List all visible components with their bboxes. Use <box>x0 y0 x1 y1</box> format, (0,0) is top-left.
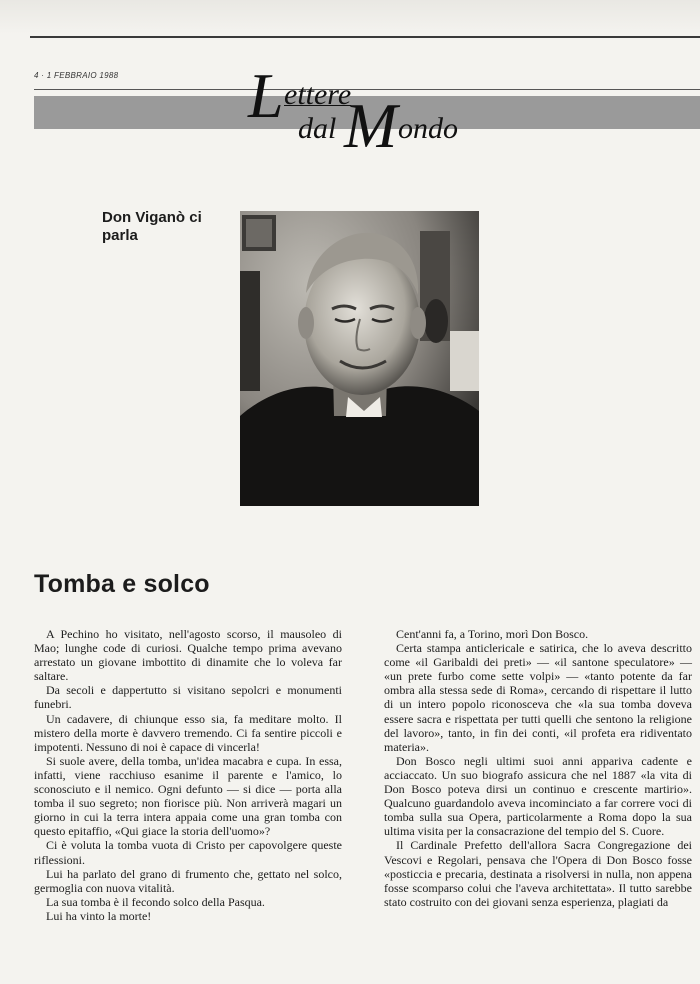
masthead-letter-l: L <box>248 60 284 131</box>
paragraph: Lui ha parlato del grano di frumento che, gettato nel solco, germoglia con nuova vitalità. <box>34 866 342 895</box>
previous-page-bleed <box>0 0 700 34</box>
top-rule <box>30 36 700 38</box>
right-column <box>384 627 692 909</box>
paragraph: Un cadavere, di chiunque esso sia, fa meditare molto. Il mistero della morte è davvero tremendo. Ci fa sentire piccoli e impotenti. Nessuno di noi è capace di vincerla! <box>34 711 342 754</box>
masthead-ondo: ondo <box>398 112 458 145</box>
masthead-letter-m: M <box>344 90 398 161</box>
article-subhead: Don Viganò ci parla <box>102 209 202 244</box>
left-column <box>34 627 342 923</box>
portrait-photo <box>240 211 479 506</box>
paragraph: Il Cardinale Prefetto dell'allora Sacra Congregazione dei Vescovi e Regolari, pensava che l'Opera di Don Bosco fosse «posticcia e precaria, destinata a risolversi in nulla, non appena fosse scomparso colui che l'aveva architettata». Il tutto sarebbe stato costruito con dei giovani senza esperienza, plagiati da <box>384 838 692 909</box>
paragraph: Ci è voluta la tomba vuota di Cristo per capovolgere queste riflessioni. <box>34 838 342 867</box>
paragraph: Lui ha vinto la morte! <box>46 908 152 923</box>
paragraph: Cent'anni fa, a Torino, morì Don Bosco. <box>396 627 589 641</box>
paragraph: Don Bosco negli ultimi suoi anni appariva cadente e acciaccato. Un suo biografo assicura che nel 1887 «la vita di Don Bosco poteva dirsi un continuo e crescente martirio». Qualcuno guardandolo aveva incominciato a far correre voci di tomba sulla sua Opera, particolarmente a Roma dopo la sua ultima visita per la consacrazione del tempio del S. Cuore. <box>384 753 692 839</box>
masthead-ettere: ettere <box>284 78 352 111</box>
article-headline: Tomba e solco <box>34 570 210 598</box>
paragraph: La sua tomba è il fecondo solco della Pasqua. <box>46 894 265 909</box>
date-line: 4 · 1 FEBBRAIO 1988 <box>34 71 119 80</box>
paragraph: Da secoli e dappertutto si visitano sepolcri e monumenti funebri. <box>34 683 342 712</box>
paragraph: A Pechino ho visitato, nell'agosto scorso, il mausoleo di Mao; lunghe code di curiosi. Qualche tempo prima avevano arrestato un giovane imbottito di dinamite che lo voleva far saltare. <box>34 627 342 684</box>
masthead-logo <box>248 60 488 161</box>
masthead-dal: dal <box>298 112 337 145</box>
paragraph: Certa stampa anticlericale e satirica, che lo aveva descritto come «il Garibaldi dei preti» — «il santone speculatore» — «un prete furbo come sette volpi» — «tanto potente da far ombra alla stessa sede di Roma», cercando di rispettare il lutto di un intero popolo riconosceva che «la sua tomba doveva essere sacra e rispettata per tutti quelli che sentono la religione del lavoro», tanto, in fin dei conti, «il profeta era ridiventato materia». <box>384 641 692 754</box>
paragraph: Si suole avere, della tomba, un'idea macabra e cupa. In essa, infatti, viene racchiuso esanime il parente e l'amico, lo sconosciuto e il nemico. Ogni defunto — si dice — porta alla tomba il suo segreto; non fiorisce più. Non arriverà magari un giorno in cui la terra intera appaia come una gran tomba con questo epitaffio, «Qui giace la storia dell'uomo»? <box>34 753 342 839</box>
